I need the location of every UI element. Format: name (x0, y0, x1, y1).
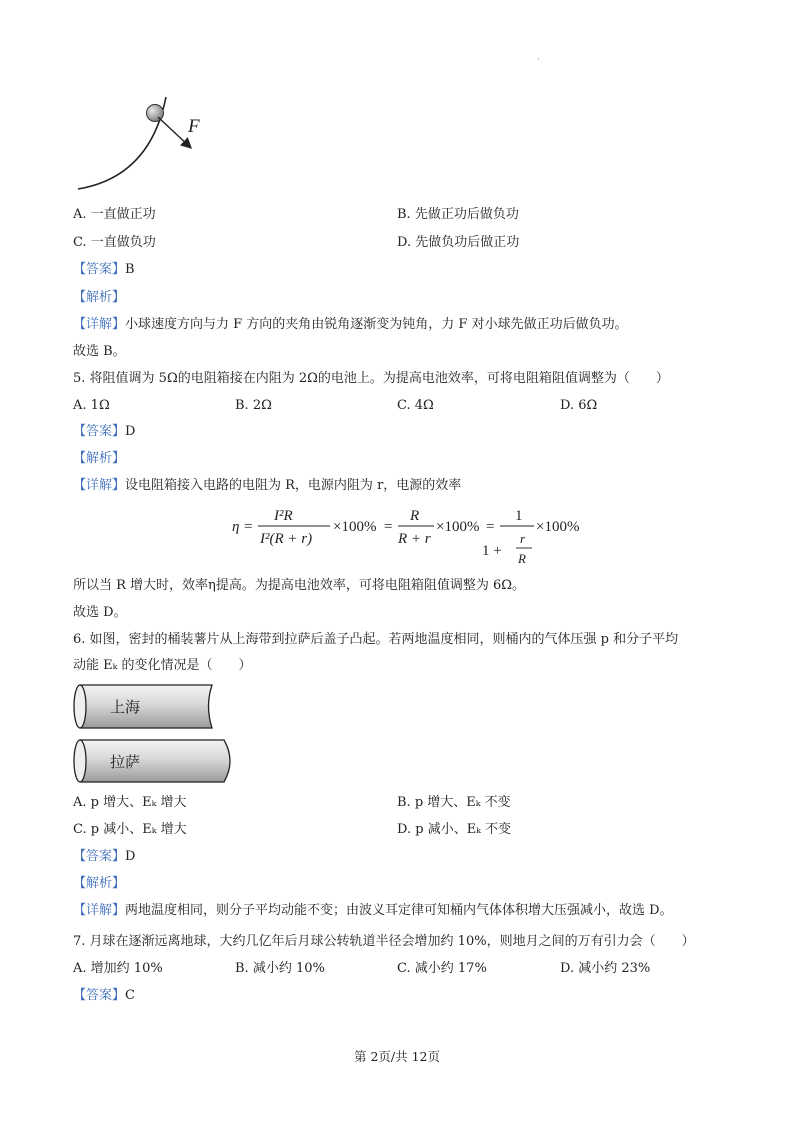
shanghai-label: 上海 (110, 698, 141, 716)
q6-question-line1: 6. 如图，密封的桶装薯片从上海带到拉萨后盖子凸起。若两地温度相同，则桶内的气体压强 p 和分子平均 (73, 632, 679, 647)
q4-answer: 【答案】B (73, 262, 135, 277)
formula-eq1: = (244, 519, 253, 535)
q7-answer: 【答案】C (73, 988, 135, 1003)
q7-option-c: C. 减小约 17% (397, 961, 487, 976)
q6-analysis-tag: 【解析】 (73, 876, 126, 891)
q5-conclusion: 故选 D。 (73, 605, 127, 620)
q7-option-b: B. 减小约 10% (235, 961, 325, 976)
q7-question: 7. 月球在逐渐远离地球，大约几亿年后月球公转轨道半径会增加约 10%，则地月之间的万有引力会（ ） (73, 934, 695, 949)
formula-times-2: ×100% (436, 519, 480, 535)
lhasa-can-end (74, 740, 86, 782)
formula-d3n: r (520, 531, 526, 546)
lhasa-can (80, 740, 230, 782)
formula-d2: R + r (398, 531, 431, 547)
top-dot: · (537, 55, 540, 65)
chip-cans-figure (70, 682, 240, 786)
force-arrow (158, 117, 190, 147)
formula-eq3: = (486, 519, 495, 535)
page-footer: 第 2页/共 12页 (353, 1049, 441, 1064)
q4-conclusion: 故选 B。 (73, 344, 126, 359)
q5-follow: 所以当 R 增大时，效率η提高。为提高电池效率，可将电阻箱阻值调整为 6Ω。 (73, 578, 526, 593)
q6-answer: 【答案】D (73, 849, 136, 864)
formula-d1: I²(R + r) (260, 531, 313, 547)
formula-n2: R (410, 508, 420, 524)
formula-times-3: ×100% (536, 519, 580, 535)
q5-detail: 【详解】设电阻箱接入电路的电阻为 R，电源内阻为 r，电源的效率 (73, 478, 462, 493)
q5-answer: 【答案】D (73, 424, 136, 439)
q5-analysis-tag: 【解析】 (73, 451, 126, 466)
q5-option-a: A. 1Ω (73, 398, 110, 413)
q4-analysis-tag: 【解析】 (73, 290, 126, 305)
q6-option-d: D. p 减小、Eₖ 不变 (397, 822, 512, 837)
lhasa-label: 拉萨 (110, 753, 141, 771)
formula-times-1: ×100% (333, 519, 377, 535)
q6-option-b: B. p 增大、Eₖ 不变 (397, 795, 511, 810)
formula-d3a: 1 + (482, 543, 502, 559)
q4-option-b: B. 先做正功后做负功 (397, 207, 519, 222)
q6-detail: 【详解】两地温度相同，则分子平均动能不变；由波义耳定律可知桶内气体体积增大压强减小，故选 D。 (73, 903, 673, 918)
q6-option-c: C. p 减小、Eₖ 增大 (73, 822, 187, 837)
q7-option-d: D. 减小约 23% (560, 961, 651, 976)
formula-d3d: R (518, 551, 526, 566)
formula-n1: I²R (274, 508, 293, 524)
q4-option-a: A. 一直做正功 (73, 207, 156, 222)
shanghai-can (80, 685, 212, 728)
q4-detail: 【详解】小球速度方向与力 F 方向的夹角由锐角逐渐变为钝角，力 F 对小球先做正功后做负功。 (73, 317, 628, 332)
q5-option-d: D. 6Ω (560, 398, 598, 413)
formula-eq2: = (384, 519, 393, 535)
q5-question: 5. 将阻值调为 5Ω的电阻箱接在内阻为 2Ω的电池上。为提高电池效率，可将电阻箱阻值调整为（ ） (73, 371, 669, 386)
q5-option-c: C. 4Ω (397, 398, 434, 413)
formula-n3: 1 (515, 508, 523, 524)
shanghai-can-end (74, 685, 86, 728)
q6-option-a: A. p 增大、Eₖ 增大 (73, 795, 187, 810)
q4-option-c: C. 一直做负功 (73, 235, 156, 250)
ball-on-track-figure (70, 95, 220, 195)
q5-option-b: B. 2Ω (235, 398, 272, 413)
efficiency-formula (230, 503, 580, 569)
q4-option-d: D. 先做负功后做正功 (397, 235, 520, 250)
formula-eta: η (232, 519, 240, 535)
q6-question-line2: 动能 Eₖ 的变化情况是（ ） (73, 658, 252, 673)
q7-option-a: A. 增加约 10% (73, 961, 163, 976)
force-label: F (188, 116, 200, 137)
